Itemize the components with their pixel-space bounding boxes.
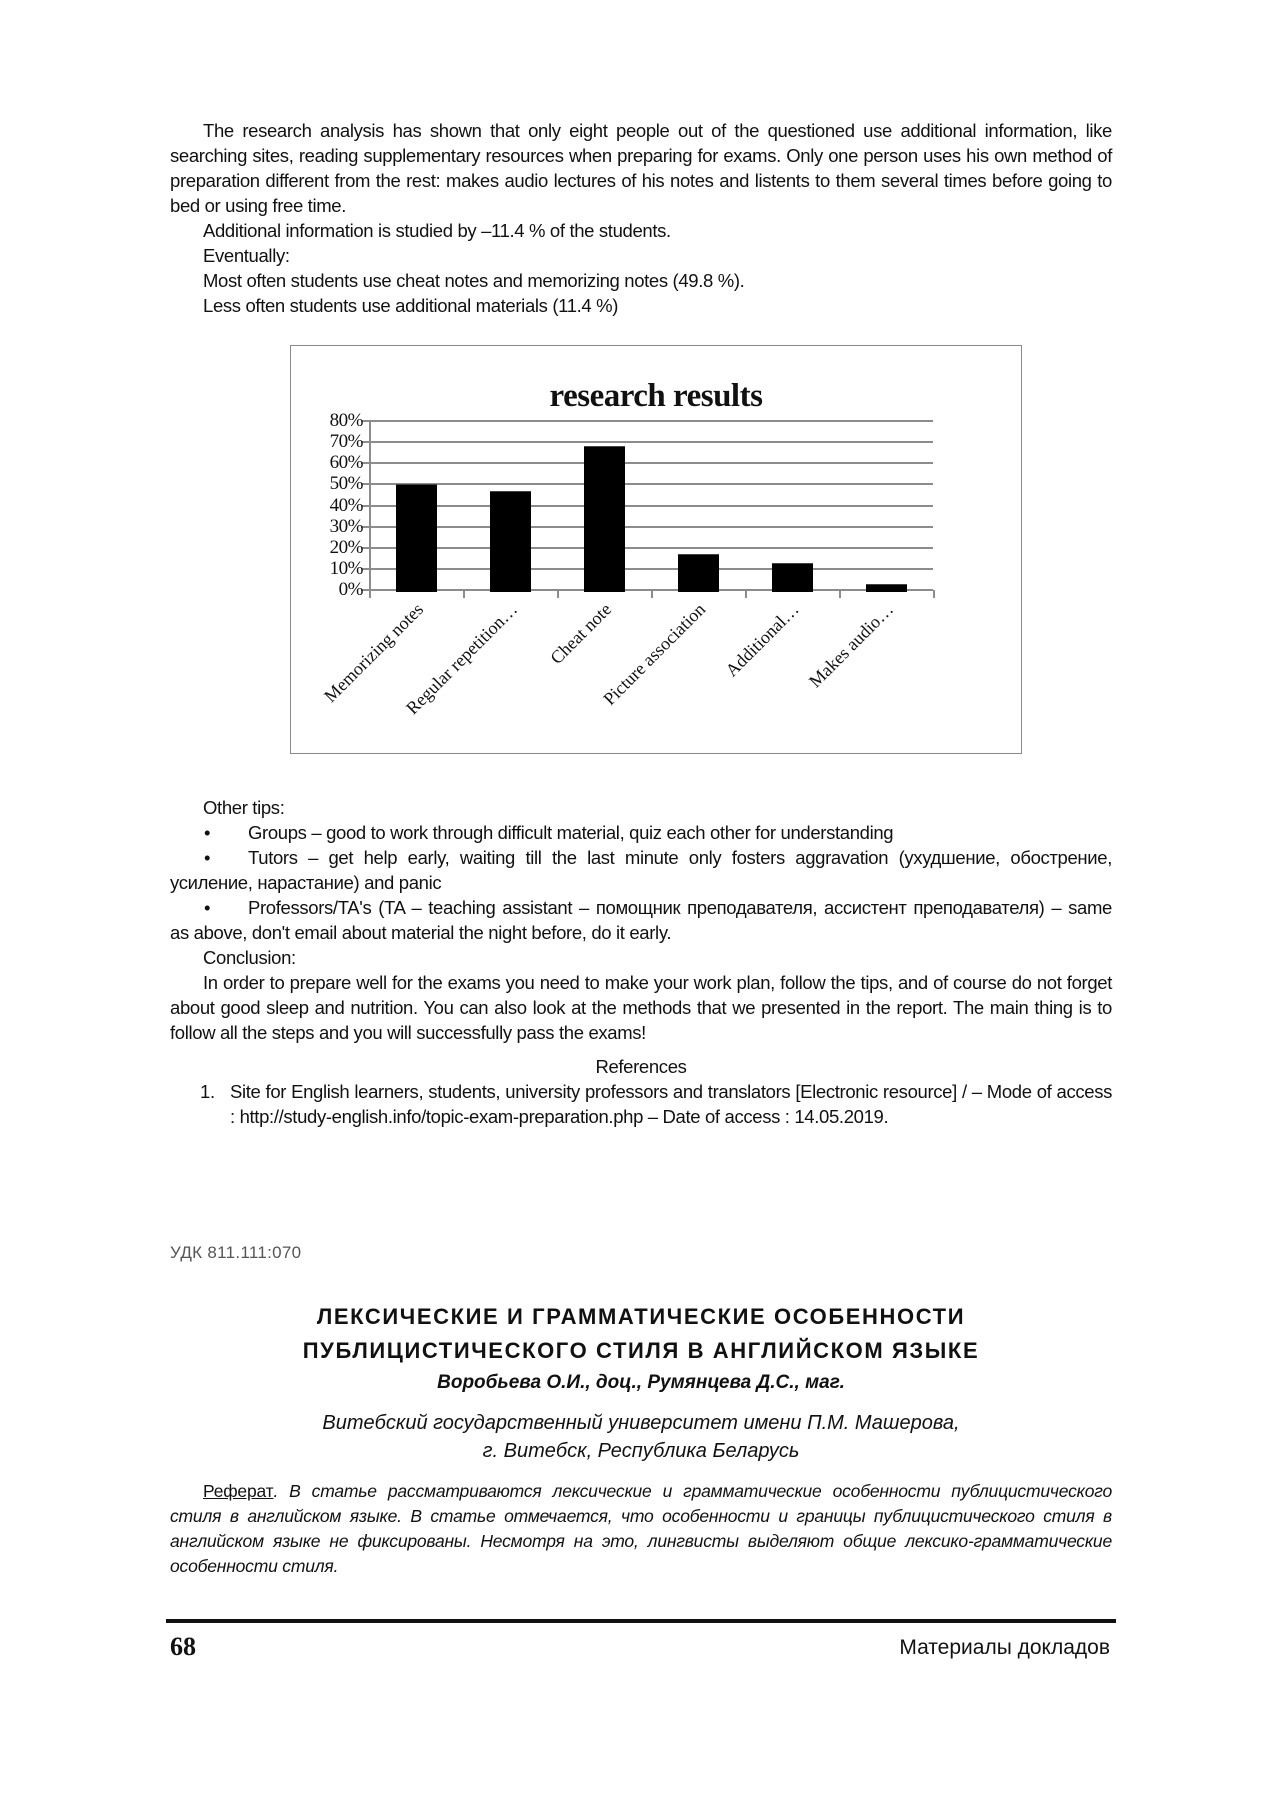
- research-results-chart: [290, 345, 1022, 754]
- x-category-label: Regular repetition…: [401, 599, 521, 719]
- conclusion-text: In order to prepare well for the exams you need to make your work plan, follow the tips, and of course do not forget about good sleep and nutrition. You can also look at the methods that we presented in the report. The main thing is to follow all the steps and you will successfully pass the exams!: [170, 972, 1112, 1043]
- gridline: [361, 483, 933, 485]
- intro-section: [170, 118, 1112, 318]
- bar-makes-audio: [866, 584, 907, 592]
- bar-additional: [772, 563, 813, 592]
- x-tick: [463, 590, 465, 598]
- tip-item-groups: [170, 820, 1112, 845]
- article-title: [170, 1300, 1112, 1368]
- bullet-icon: •: [204, 897, 211, 918]
- article-affiliation: [170, 1409, 1112, 1465]
- tip-text: Professors/TA's (TA – teaching assistant – помощник преподавателя, ассистент преподавателя) – same as above, don't email about material the night before, do it early.: [170, 897, 1112, 943]
- x-category-label: Makes audio…: [804, 599, 897, 692]
- most-often-line: Most often students use cheat notes and memorizing notes (49.8 %).: [203, 270, 745, 291]
- abstract-label: Реферат: [203, 1481, 274, 1501]
- gridline: [361, 441, 933, 443]
- gridline: [361, 568, 933, 570]
- affiliation-line-2: г. Витебск, Республика Беларусь: [482, 1440, 800, 1462]
- x-category-label: Additional…: [721, 599, 803, 681]
- bar-picture-association: [678, 554, 719, 592]
- bar-memorizing-notes: [396, 484, 437, 592]
- gridline: [361, 526, 933, 528]
- reference-item: [170, 1079, 1112, 1129]
- y-tick-label: 10%: [329, 557, 363, 579]
- abstract-text: . В статье рассматриваются лексические и грамматические особенности публицистического стиля в английском языке. В статье отмечается, что особенности и границы публицистического стиля в английском языке не фиксированы. Несмотря на это, лингвисты выделяют общие лексико-грамматические особенности стиля.: [170, 1481, 1112, 1576]
- research-paragraph: The research analysis has shown that only eight people out of the questioned use additional information, like searching sites, reading supplementary resources when preparing for exams. Only one person uses his own method of preparation different from the rest: makes audio lectures of his notes and listents to them several times before going to bed or using free time.: [170, 120, 1112, 216]
- additional-info-line: Additional information is studied by –11.4 % of the students.: [203, 220, 671, 241]
- x-category-label: Picture association: [598, 599, 709, 710]
- x-tick: [369, 590, 371, 598]
- gridline: [361, 547, 933, 549]
- article-abstract: [170, 1479, 1112, 1579]
- affiliation-line-1: Витебский государственный университет имени П.М. Машерова,: [322, 1412, 960, 1434]
- gridline: [361, 462, 933, 464]
- less-often-line: Less often students use additional materials (11.4 %): [203, 295, 619, 316]
- conclusion-heading: Conclusion:: [203, 947, 296, 968]
- gridline: [361, 589, 933, 591]
- y-tick-label: 20%: [329, 536, 363, 558]
- y-tick-label: 30%: [329, 515, 363, 537]
- y-tick-label: 40%: [329, 494, 363, 516]
- reference-text: Site for English learners, students, university professors and translators [Electronic resource] / – Mode of access : http://study-english.info/topic-exam-preparation.php – Date of access : 14.05.2019.: [230, 1081, 1112, 1127]
- bar-cheat-note: [584, 446, 625, 592]
- x-tick: [557, 590, 559, 598]
- y-tick-label: 70%: [329, 431, 363, 453]
- x-category-label: Memorizing notes: [319, 599, 427, 707]
- tip-text: Tutors – get help early, waiting till the last minute only fosters aggravation (ухудшение, обострение, усиление, нарастание) and panic: [170, 847, 1112, 893]
- x-tick: [745, 590, 747, 598]
- x-category-label: Cheat note: [545, 599, 615, 669]
- gridline: [361, 420, 933, 422]
- tips-section: [170, 795, 1112, 1129]
- x-tick: [933, 590, 935, 598]
- x-tick: [839, 590, 841, 598]
- references-heading: References: [595, 1056, 687, 1077]
- gridline: [361, 505, 933, 507]
- y-tick-label: 60%: [329, 452, 363, 474]
- tip-item-tutors: [170, 845, 1112, 895]
- page-number: 68: [170, 1632, 196, 1661]
- reference-number: 1.: [200, 1081, 215, 1102]
- article-authors: Воробьева О.И., доц., Румянцева Д.С., маг.: [437, 1372, 845, 1393]
- article-title-line-1: ЛЕКСИЧЕСКИЕ И ГРАММАТИЧЕСКИЕ ОСОБЕННОСТИ: [316, 1304, 966, 1329]
- y-tick-label: 80%: [329, 410, 363, 431]
- x-tick: [651, 590, 653, 598]
- journal-name: Материалы докладов: [899, 1636, 1110, 1659]
- y-tick-label: 0%: [338, 579, 363, 600]
- tip-item-professors: [170, 895, 1112, 945]
- bullet-icon: •: [204, 847, 211, 868]
- article-title-line-2: ПУБЛИЦИСТИЧЕСКОГО СТИЛЯ В АНГЛИЙСКОМ ЯЗЫКЕ: [302, 1338, 980, 1363]
- y-axis: [369, 421, 371, 596]
- udk-code: УДК 811.111:070: [170, 1243, 302, 1262]
- bar-regular-repetition: [490, 491, 531, 592]
- footer-divider: [166, 1619, 1116, 1623]
- tip-text: Groups – good to work through difficult material, quiz each other for understanding: [248, 822, 894, 843]
- eventually-line: Eventually:: [203, 245, 290, 266]
- chart-title: research results: [549, 378, 763, 414]
- y-tick-label: 50%: [329, 473, 363, 495]
- bullet-icon: •: [204, 822, 211, 843]
- tips-heading: Other tips:: [203, 797, 285, 818]
